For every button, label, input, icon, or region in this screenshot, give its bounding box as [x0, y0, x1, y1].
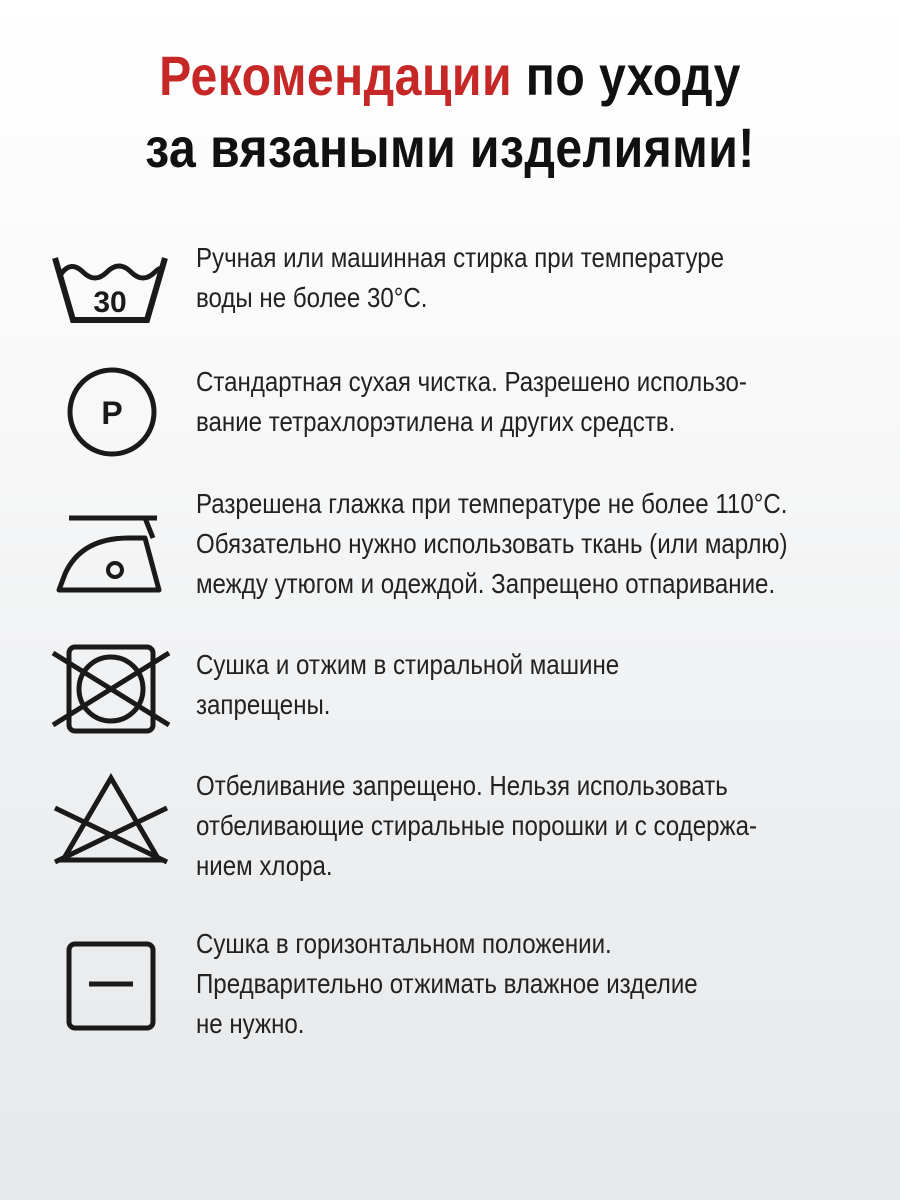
text-line: нием хлора. [196, 850, 333, 881]
care-text-no-tumble-dry [196, 645, 850, 725]
care-text-wash [196, 238, 850, 318]
text-line: между утюгом и одеждой. Запрещено отпаривание. [196, 568, 776, 599]
text-line: запрещены. [196, 689, 331, 720]
dry-clean-svg [45, 360, 175, 470]
text-line: Стандартная сухая чистка. Разрешено использо- [196, 366, 747, 397]
care-text-dry-flat [196, 924, 850, 1044]
title-line1-rest: по уходу [511, 44, 741, 107]
text-line: Предварительно отжимать влажное изделие [196, 968, 698, 999]
care-text-iron [196, 484, 850, 604]
text-line: не нужно. [196, 1008, 305, 1039]
dry-flat-icon [45, 938, 175, 1048]
text-line: Сушка в горизонтальном положении. [196, 928, 612, 959]
wash-30-svg [45, 244, 175, 354]
no-bleach-svg [45, 770, 175, 880]
title-line2: за вязаными изделиями! [145, 116, 755, 179]
care-text-no-bleach [196, 766, 850, 886]
iron-svg [45, 504, 175, 614]
text-line: вание тетрахлорэтилена и других средств. [196, 406, 676, 437]
care-text-dry-clean [196, 362, 850, 442]
text-line: воды не более 30°С. [196, 282, 428, 313]
text-line: Ручная или машинная стирка при температуре [196, 242, 725, 273]
no-tumble-dry-svg [45, 637, 175, 747]
no-tumble-dry-icon [45, 637, 175, 747]
text-line: отбеливающие стиральные порошки и с содержа- [196, 810, 758, 841]
dry-clean-p-icon [45, 360, 175, 470]
text-line: Разрешена глажка при температуре не более 110°С. [196, 488, 788, 519]
wash-30-icon [45, 244, 175, 354]
text-line: Отбеливание запрещено. Нельзя использовать [196, 770, 728, 801]
title-accent: Рекомендации [159, 44, 512, 107]
iron-one-dot-icon [45, 504, 175, 614]
no-bleach-icon [45, 770, 175, 880]
text-line: Сушка и отжим в стиральной машине [196, 649, 620, 680]
text-line: Обязательно нужно использовать ткань (или марлю) [196, 528, 788, 559]
dry-clean-letter: P [101, 395, 123, 431]
wash-temp-label: 30 [93, 286, 127, 319]
page-title [63, 40, 837, 184]
dry-flat-svg [45, 938, 175, 1048]
